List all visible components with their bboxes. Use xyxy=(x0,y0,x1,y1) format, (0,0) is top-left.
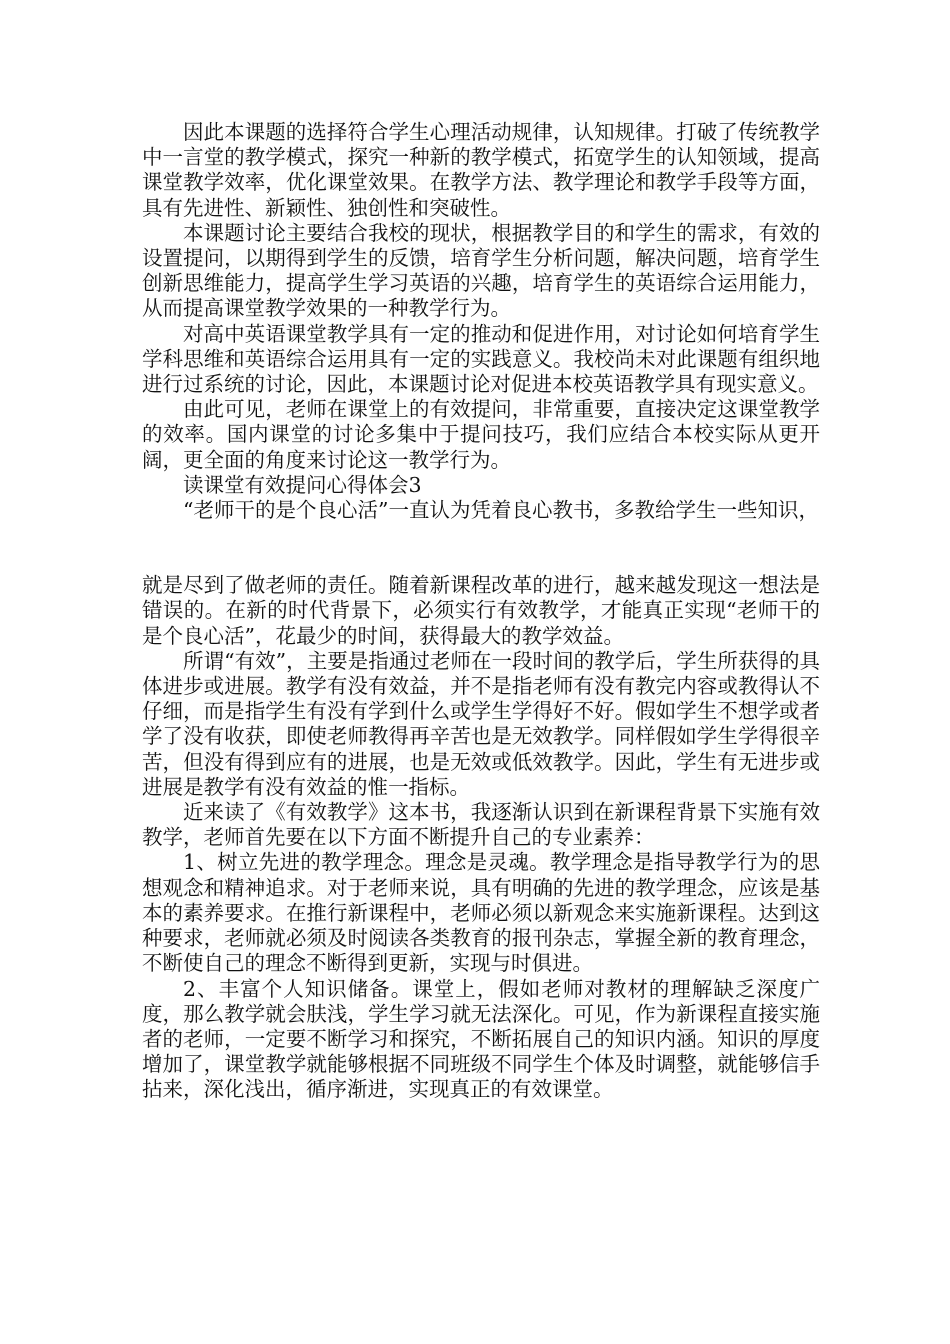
paragraph-7: 所谓“有效”，主要是指通过老师在一段时间的教学后，学生所获得的具体进步或进展。教学有没有效益，并不是指老师有没有教完内容或教得认不仔细，而是指学生有没有学到什么或学生学得好不好。假如学生不想学或者学了没有收获，即使老师教得再辛苦也是无效教学。同样假如学生学得很辛苦，但没有得到应有的进展，也是无效或低效教学。因此，学生有无进步或进展是教学有没有效益的惟一指标。 xyxy=(142,648,820,799)
section-heading: 读课堂有效提问心得体会3 xyxy=(183,472,422,497)
paragraph-1: 因此本课题的选择符合学生心理活动规律，认知规律。打破了传统教学中一言堂的教学模式，探究一种新的教学模式，拓宽学生的认知领域，提高课堂教学效率，优化课堂效果。在教学方法、教学理论和教学手段等方面，具有先进性、新颖性、独创性和突破性。 xyxy=(142,120,820,220)
paragraph-2: 本课题讨论主要结合我校的现状，根据教学目的和学生的需求，有效的设置提问，以期得到学生的反馈，培育学生分析问题，解决问题，培育学生创新思维能力，提高学生学习英语的兴趣，培育学生的英语综合运用能力，从而提高课堂教学效果的一种教学行为。 xyxy=(142,220,820,321)
list-item-2: 2、丰富个人知识储备。课堂上，假如老师对教材的理解缺乏深度广度，那么教学就会肤浅，学生学习就无法深化。可见，作为新课程直接实施者的老师，一定要不断学习和探究，不断拓展自己的知识内涵。知识的厚度增加了，课堂教学就能够根据不同班级不同学生个体及时调整，就能够信手拈来，深化浅出，循序渐进，实现真正的有效课堂。 xyxy=(142,976,820,1102)
paragraph-4: 由此可见，老师在课堂上的有效提问，非常重要，直接决定这课堂教学的效率。国内课堂的讨论多集中于提问技巧，我们应结合本校实际从更开阔，更全面的角度来讨论这一教学行为。 xyxy=(142,397,820,472)
paragraph-8: 近来读了《有效教学》这本书，我逐渐认识到在新课程背景下实施有效教学，老师首先要在以下方面不断提升自己的专业素养： xyxy=(142,800,820,850)
paragraph-6: 就是尽到了做老师的责任。随着新课程改革的进行，越来越发现这一想法是错误的。在新的时代背景下，必须实行有效教学，才能真正实现“老师干的是个良心活”，花最少的时间，获得最大的教学效益。 xyxy=(142,573,820,648)
paragraph-5: “老师干的是个良心活”一直认为凭着良心教书，多教给学生一些知识， xyxy=(183,498,819,523)
paragraph-3: 对高中英语课堂教学具有一定的推动和促进作用，对讨论如何培育学生学科思维和英语综合运用具有一定的实践意义。我校尚未对此课题有组织地进行过系统的讨论，因此，本课题讨论对促进本校英语教学具有现实意义。 xyxy=(142,321,820,397)
list-item-1: 1、树立先进的教学理念。理念是灵魂。教学理念是指导教学行为的思想观念和精神追求。对于老师来说，具有明确的先进的教学理念，应该是基本的素养要求。在推行新课程中，老师必须以新观念来实施新课程。达到这种要求，老师就必须及时阅读各类教育的报刊杂志，掌握全新的教育理念，不断使自己的理念不断得到更新，实现与时俱进。 xyxy=(142,850,820,976)
document-body xyxy=(142,120,820,1103)
page-gap xyxy=(142,523,820,573)
